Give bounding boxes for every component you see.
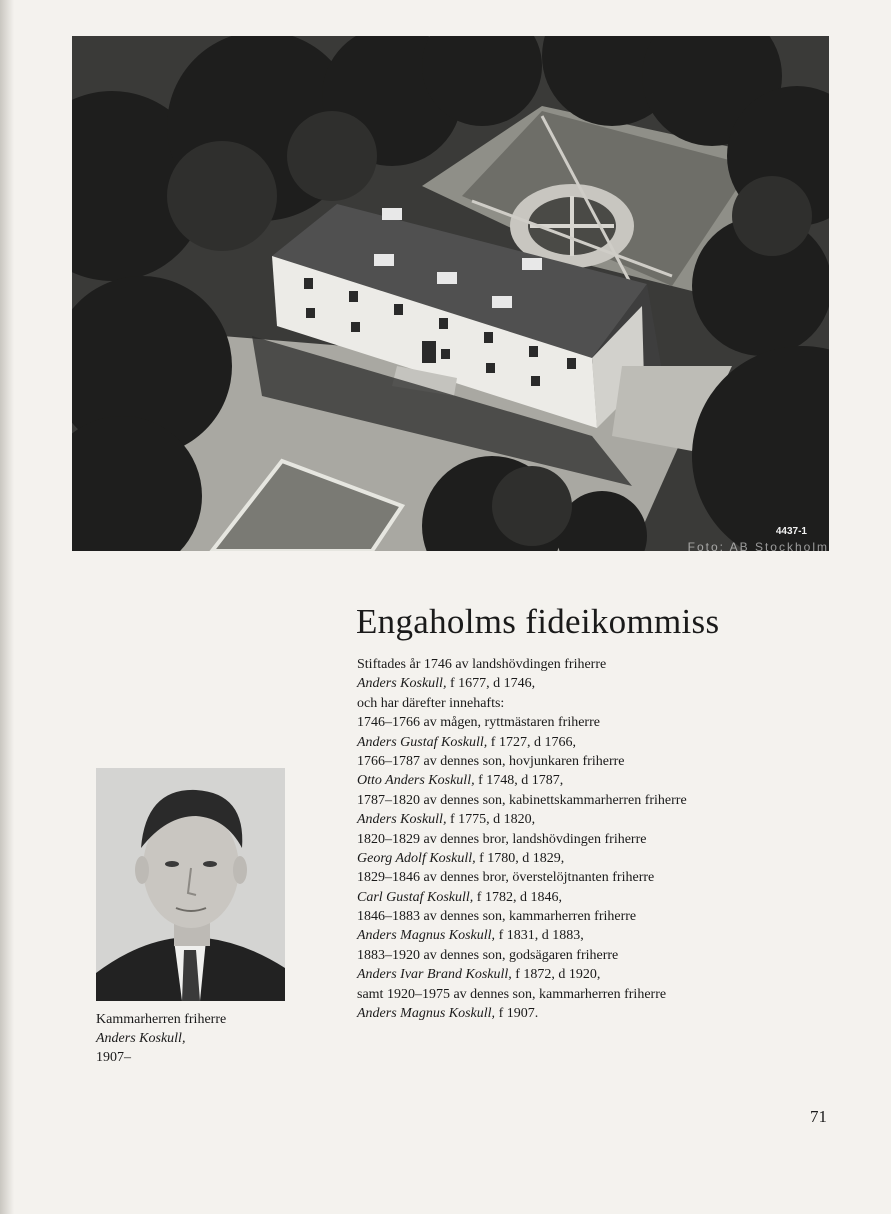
history-line: Georg Adolf Koskull, f 1780, d 1829, <box>357 850 565 866</box>
history-line: 1883–1920 av dennes son, godsägaren friherre <box>357 947 619 963</box>
history-line: Anders Magnus Koskull, f 1907. <box>357 1006 539 1022</box>
history-line: Anders Ivar Brand Koskull, f 1872, d 1920, <box>357 967 601 983</box>
portrait-caption <box>96 1010 296 1067</box>
history-line: Anders Koskull, f 1677, d 1746, <box>357 676 536 692</box>
owner-name: Anders Magnus Koskull, <box>357 928 496 944</box>
history-line: samt 1920–1975 av dennes son, kammarherren friherre <box>357 986 667 1002</box>
history-line: Otto Anders Koskull, f 1748, d 1787, <box>357 773 564 789</box>
page-number: 71 <box>810 1107 827 1126</box>
owner-name: Anders Gustaf Koskull, <box>357 734 488 750</box>
history-line: och har därefter innehafts: <box>357 695 505 711</box>
history-line: 1787–1820 av dennes son, kabinettskammarherren friherre <box>357 792 687 808</box>
history-line: 1846–1883 av dennes son, kammarherren friherre <box>357 909 637 925</box>
portrait-illustration <box>96 768 285 1001</box>
owner-name: Carl Gustaf Koskull, <box>357 889 474 905</box>
ownership-history <box>357 655 837 1023</box>
history-line: Anders Gustaf Koskull, f 1727, d 1766, <box>357 734 576 750</box>
owner-name: Georg Adolf Koskull, <box>357 850 476 866</box>
history-line: Anders Koskull, f 1775, d 1820, <box>357 812 536 828</box>
manor-aerial-illustration <box>72 36 829 551</box>
owner-name: Anders Koskull, <box>357 676 447 692</box>
owner-name: Anders Ivar Brand Koskull, <box>357 967 512 983</box>
page-edge-shadow <box>0 0 14 1214</box>
page-title: Engaholms fideikommiss <box>356 602 720 641</box>
history-line: Carl Gustaf Koskull, f 1782, d 1846, <box>357 889 562 905</box>
history-line: 1820–1829 av dennes bror, landshövdingen friherre <box>357 831 647 847</box>
caption-years: 1907– <box>96 1050 131 1065</box>
photo-credit: Foto: AB Stockholm <box>687 540 829 551</box>
owner-name: Otto Anders Koskull, <box>357 773 475 789</box>
history-line: Anders Magnus Koskull, f 1831, d 1883, <box>357 928 584 944</box>
history-line: 1746–1766 av mågen, ryttmästaren friherre <box>357 715 600 731</box>
caption-name: Anders Koskull, <box>96 1031 186 1046</box>
caption-role: Kammarherren friherre <box>96 1012 227 1027</box>
aerial-photo <box>72 36 829 551</box>
portrait-photo <box>96 768 285 1001</box>
history-line: Stiftades år 1746 av landshövdingen friherre <box>357 657 607 672</box>
owner-name: Anders Koskull, <box>357 812 447 828</box>
photo-number-label: 4437-1 <box>775 526 807 537</box>
history-line: 1829–1846 av dennes bror, överstelöjtnanten friherre <box>357 870 655 886</box>
owner-name: Anders Magnus Koskull, <box>357 1006 496 1022</box>
history-line: 1766–1787 av dennes son, hovjunkaren friherre <box>357 753 625 769</box>
